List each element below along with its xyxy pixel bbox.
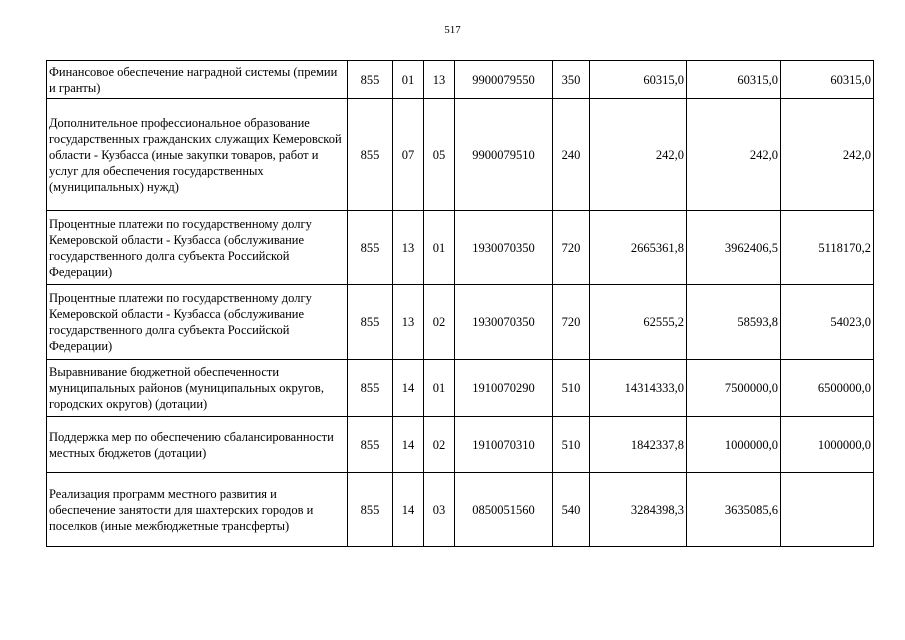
expense-type-code: 350 [553,61,590,99]
sum-year-2: 58593,8 [687,285,781,360]
sum-year-3: 54023,0 [781,285,874,360]
row-name: Финансовое обеспечение наградной системы (премии и гранты) [47,61,348,99]
sum-year-3: 242,0 [781,99,874,211]
section-code: 14 [393,473,424,547]
ministry-code: 855 [348,473,393,547]
table-row [47,360,874,417]
section-code: 13 [393,211,424,285]
expense-type-code: 510 [553,360,590,417]
subsection-code: 03 [424,473,455,547]
sum-year-3: 1000000,0 [781,417,874,473]
sum-year-1: 14314333,0 [590,360,687,417]
sum-year-1: 2665361,8 [590,211,687,285]
section-code: 13 [393,285,424,360]
target-code: 9900079510 [455,99,553,211]
subsection-code: 01 [424,360,455,417]
expense-type-code: 540 [553,473,590,547]
target-code: 9900079550 [455,61,553,99]
ministry-code: 855 [348,417,393,473]
subsection-code: 13 [424,61,455,99]
page-number: 517 [444,24,461,36]
ministry-code: 855 [348,61,393,99]
table-row [47,417,874,473]
sum-year-2: 60315,0 [687,61,781,99]
expense-type-code: 720 [553,285,590,360]
expense-type-code: 510 [553,417,590,473]
row-name: Поддержка мер по обеспечению сбалансированности местных бюджетов (дотации) [47,417,348,473]
sum-year-2: 242,0 [687,99,781,211]
sum-year-2: 3635085,6 [687,473,781,547]
row-name: Процентные платежи по государственному долгу Кемеровской области - Кузбасса (обслуживание государственного долга субъекта Российской Федерации) [47,211,348,285]
ministry-code: 855 [348,99,393,211]
subsection-code: 02 [424,417,455,473]
section-code: 01 [393,61,424,99]
sum-year-1: 62555,2 [590,285,687,360]
subsection-code: 01 [424,211,455,285]
row-name: Реализация программ местного развития и обеспечение занятости для шахтерских городов и поселков (иные межбюджетные трансферты) [47,473,348,547]
target-code: 1910070290 [455,360,553,417]
expense-type-code: 240 [553,99,590,211]
table-row [47,211,874,285]
target-code: 1930070350 [455,211,553,285]
sum-year-1: 1842337,8 [590,417,687,473]
section-code: 14 [393,360,424,417]
sum-year-3 [781,473,874,547]
sum-year-2: 3962406,5 [687,211,781,285]
sum-year-3: 6500000,0 [781,360,874,417]
sum-year-2: 7500000,0 [687,360,781,417]
sum-year-1: 242,0 [590,99,687,211]
expense-type-code: 720 [553,211,590,285]
subsection-code: 02 [424,285,455,360]
table-row [47,61,874,99]
ministry-code: 855 [348,360,393,417]
table-row [47,99,874,211]
sum-year-1: 3284398,3 [590,473,687,547]
sum-year-3: 60315,0 [781,61,874,99]
target-code: 0850051560 [455,473,553,547]
table-body [47,61,874,547]
row-name: Процентные платежи по государственному долгу Кемеровской области - Кузбасса (обслуживание государственного долга субъекта Российской Федерации) [47,285,348,360]
row-name: Выравнивание бюджетной обеспеченности муниципальных районов (муниципальных округов, городских округов) (дотации) [47,360,348,417]
target-code: 1910070310 [455,417,553,473]
ministry-code: 855 [348,285,393,360]
subsection-code: 05 [424,99,455,211]
sum-year-1: 60315,0 [590,61,687,99]
budget-table [46,60,874,547]
ministry-code: 855 [348,211,393,285]
target-code: 1930070350 [455,285,553,360]
table-row [47,285,874,360]
sum-year-3: 5118170,2 [781,211,874,285]
table-row [47,473,874,547]
sum-year-2: 1000000,0 [687,417,781,473]
row-name: Дополнительное профессиональное образование государственных гражданских служащих Кемеровской области - Кузбасса (иные закупки товаров, работ и услуг для обеспечения государственных (муниципальных) нужд) [47,99,348,211]
section-code: 14 [393,417,424,473]
section-code: 07 [393,99,424,211]
